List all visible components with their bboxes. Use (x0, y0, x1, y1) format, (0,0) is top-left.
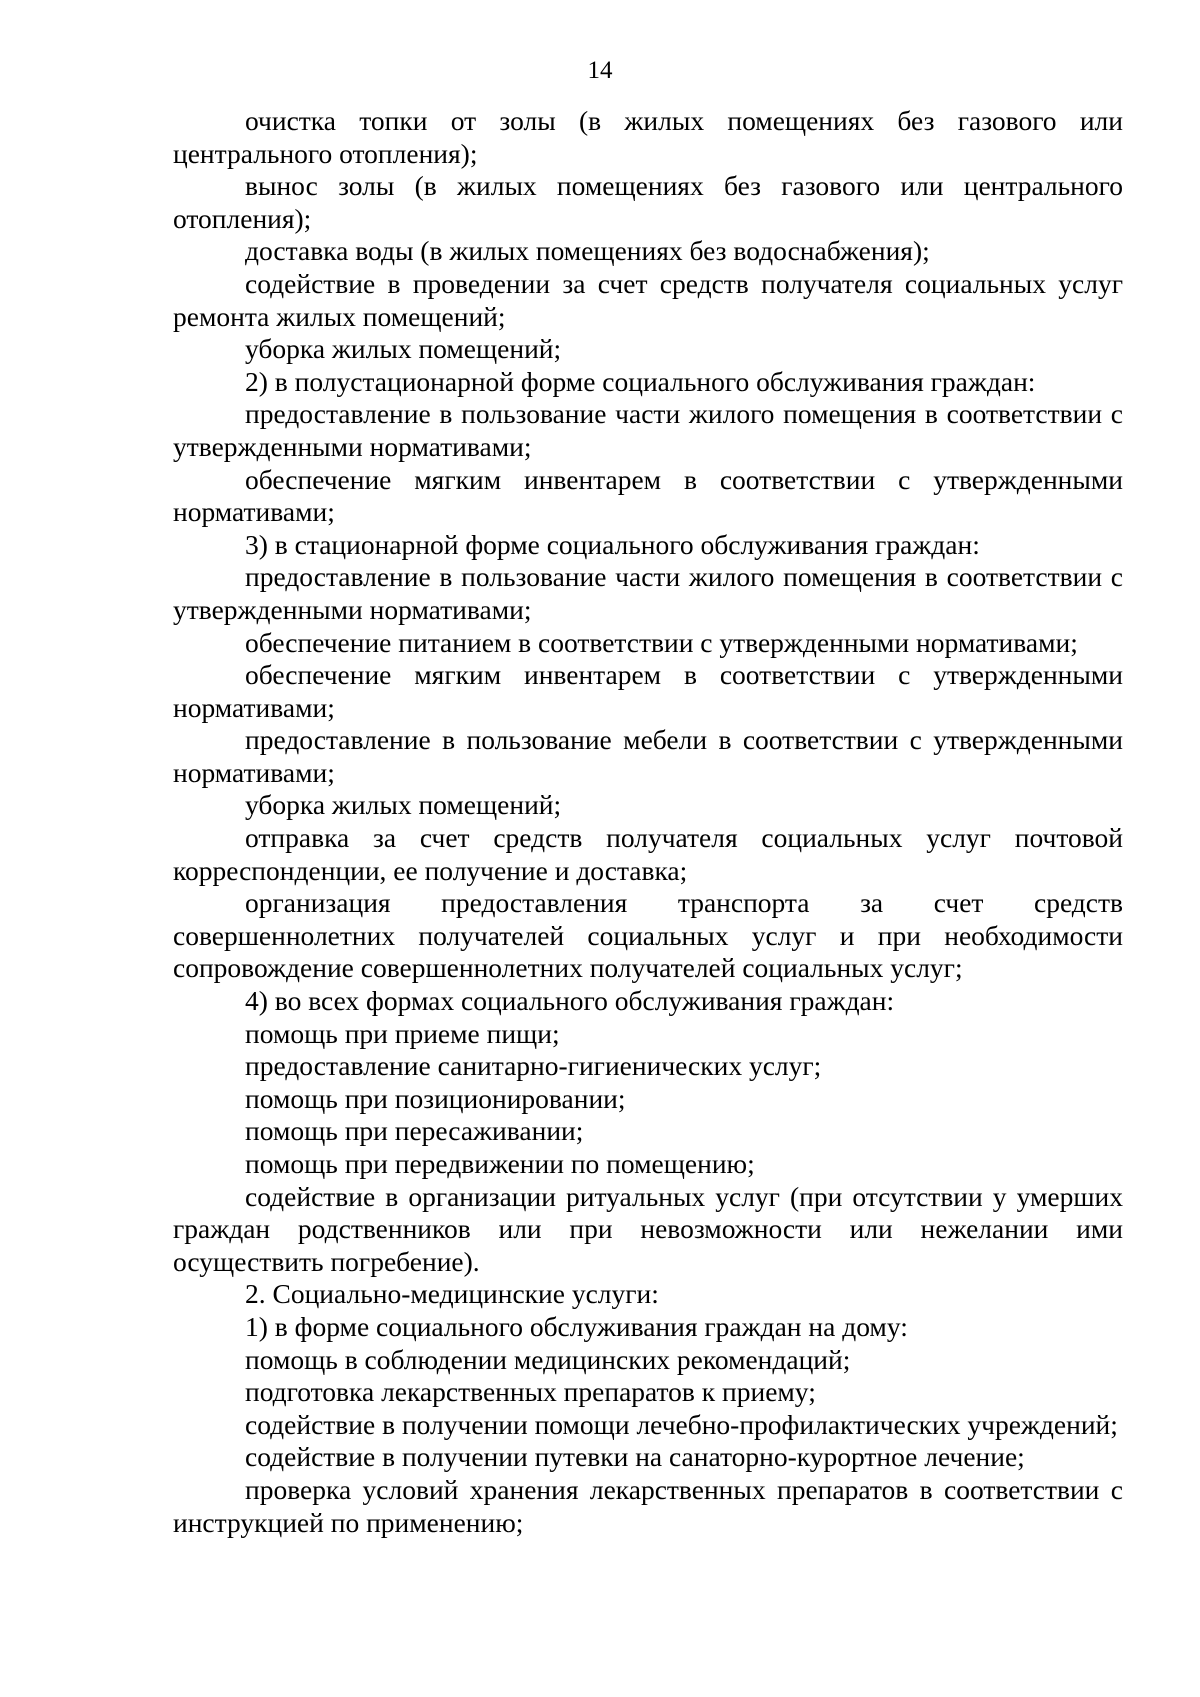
paragraph: подготовка лекарственных препаратов к приему; (245, 1376, 816, 1408)
document-body (173, 105, 1123, 1539)
paragraph: помощь в соблюдении медицинских рекомендаций; (245, 1343, 851, 1375)
paragraph: вынос золы (в жилых помещениях без газового или центрального отопления); (173, 170, 1123, 234)
section-heading: 1) в форме социального обслуживания граждан на дому: (245, 1310, 908, 1342)
section-heading: 2) в полустационарной форме социального обслуживания граждан: (245, 365, 1036, 397)
section-heading: 2. Социально-медицинские услуги: (245, 1278, 659, 1310)
paragraph: уборка жилых помещений; (245, 333, 562, 365)
paragraph: содействие в проведении за счет средств получателя социальных услуг ремонта жилых помещений; (173, 267, 1123, 332)
paragraph: доставка воды (в жилых помещениях без водоснабжения); (245, 235, 930, 267)
paragraph: помощь при приеме пищи; (245, 1017, 560, 1049)
paragraph: помощь при передвижении по помещению; (245, 1148, 755, 1179)
paragraph: помощь при позиционировании; (245, 1082, 626, 1114)
section-heading: 4) во всех формах социального обслуживания граждан: (245, 985, 895, 1017)
section-heading: 3) в стационарной форме социального обслуживания граждан: (245, 528, 980, 560)
paragraph: предоставление в пользование мебели в соответствии с утвержденными нормативами; (173, 724, 1123, 788)
paragraph: предоставление в пользование части жилого помещения в соответствии с утвержденными нормативами; (173, 561, 1123, 625)
page-number: 14 (587, 57, 613, 84)
paragraph: обеспечение мягким инвентарем в соответствии с утвержденными нормативами; (173, 463, 1123, 528)
paragraph: предоставление в пользование части жилого помещения в соответствии с утвержденными нормативами; (173, 398, 1123, 462)
paragraph: отправка за счет средств получателя социальных услуг почтовой корреспонденции, ее получение и доставка; (173, 822, 1123, 886)
paragraph: помощь при пересаживании; (245, 1115, 584, 1147)
paragraph: уборка жилых помещений; (245, 789, 562, 821)
paragraph: обеспечение мягким инвентарем в соответствии с утвержденными нормативами; (173, 659, 1123, 723)
paragraph: содействие в организации ритуальных услуг (при отсутствии у умерших граждан родственников или при невозможности или нежелании ими осуществить погребение). (173, 1180, 1123, 1277)
paragraph: предоставление санитарно-гигиенических услуг; (245, 1050, 822, 1082)
paragraph: организация предоставления транспорта за счет средств совершеннолетних получателей социальных услуг и при необходимости сопровождение совершеннолетних получателей социальных услуг; (173, 887, 1123, 984)
paragraph: проверка условий хранения лекарственных препаратов в соответствии с инструкцией по применению; (173, 1473, 1123, 1538)
paragraph: содействие в получении помощи лечебно-профилактических учреждений; (245, 1408, 1118, 1440)
paragraph: содействие в получении путевки на санаторно-курортное лечение; (245, 1441, 1025, 1473)
paragraph: обеспечение питанием в соответствии с утвержденными нормативами; (245, 626, 1078, 658)
paragraph: очистка топки от золы (в жилых помещениях без газового или центрального отопления); (173, 105, 1123, 169)
